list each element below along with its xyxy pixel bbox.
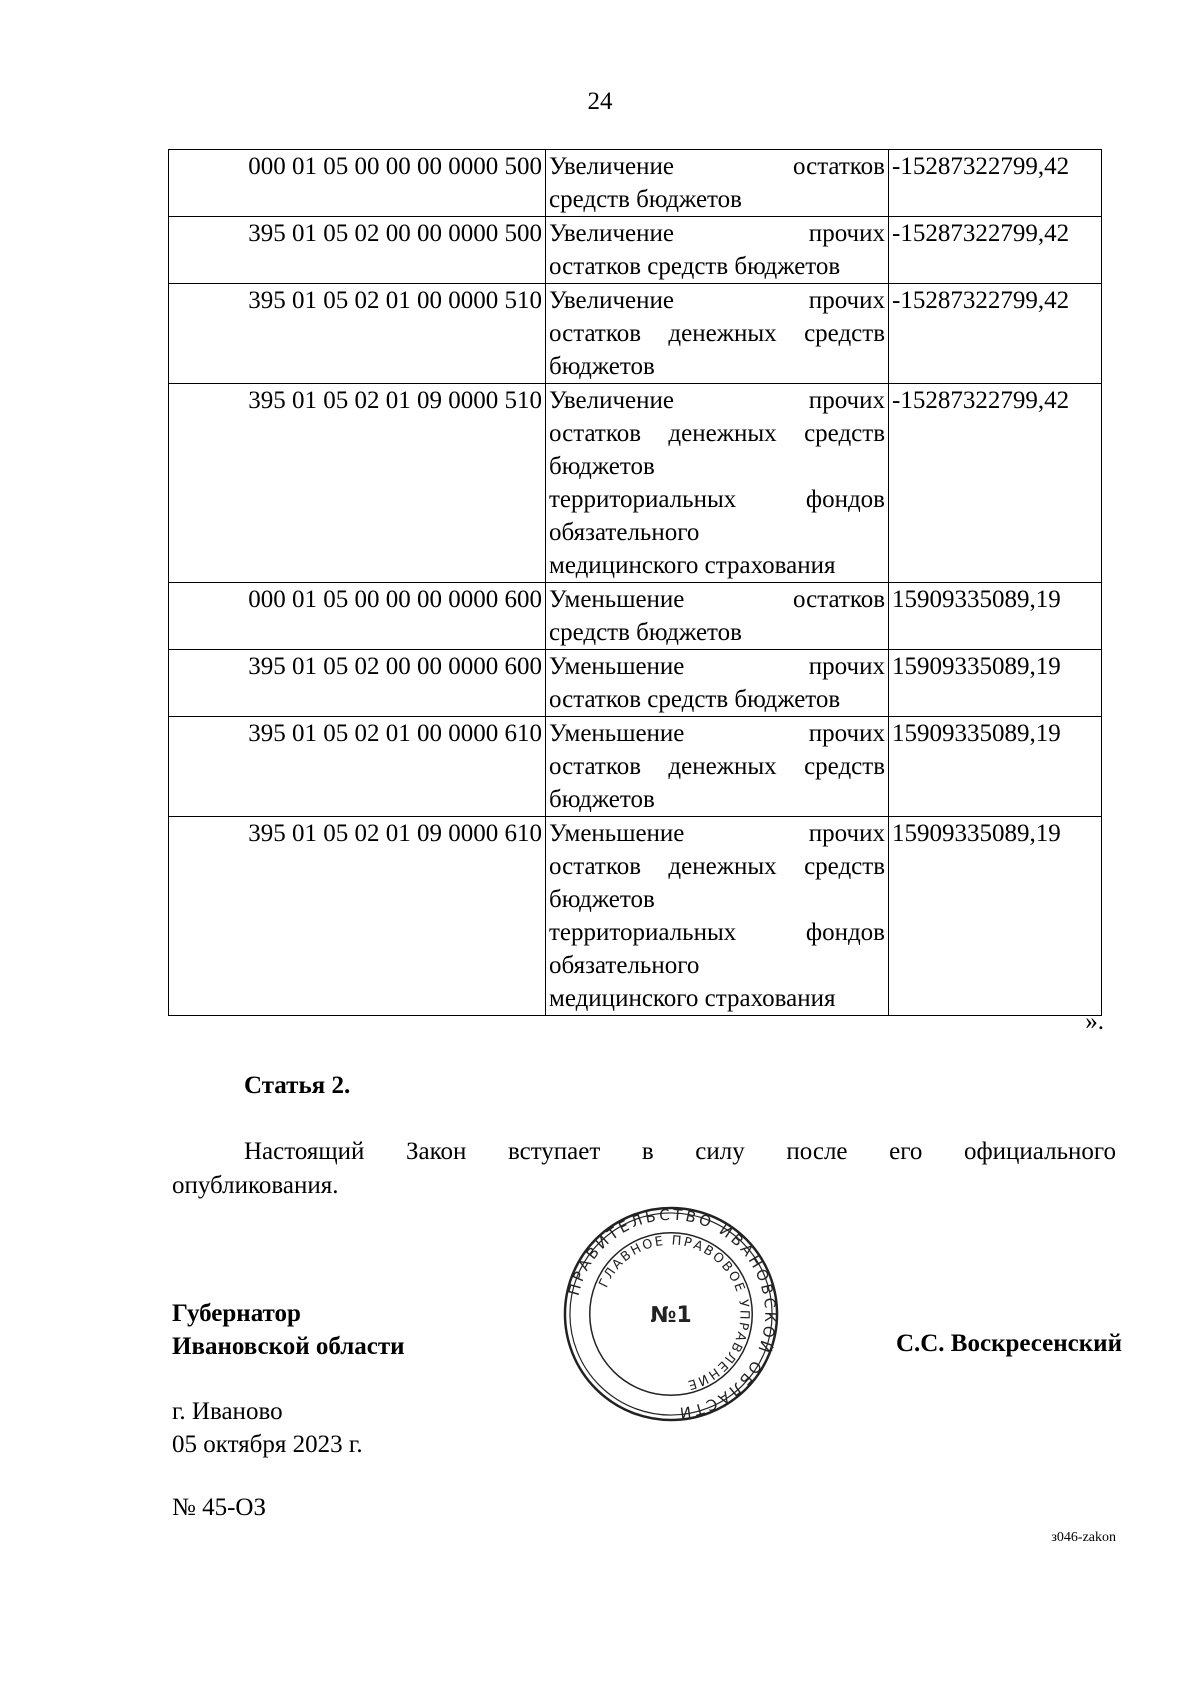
description-line: бюджетов	[549, 353, 655, 380]
description-cell	[546, 284, 889, 384]
description-line: Уменьшение остатков	[549, 586, 885, 613]
description-line: бюджетов	[549, 886, 655, 913]
amount-cell: 15909335089,19	[889, 583, 1102, 650]
article-title: Статья 2.	[244, 1072, 351, 1099]
budget-code-cell: 000 01 05 00 00 00 0000 500	[169, 150, 546, 217]
table-row	[169, 384, 1102, 583]
description-cell	[546, 817, 889, 1016]
description-line: Уменьшение прочих	[549, 720, 885, 747]
description-line: медицинского страхования	[549, 552, 836, 579]
amount-cell: -15287322799,42	[889, 217, 1102, 284]
place-and-date	[172, 1395, 363, 1461]
seal-inner-text: ГЛАВНОЕ ПРАВОВОЕ УПРАВЛЕНИЕ	[596, 1233, 752, 1393]
budget-code-cell: 395 01 05 02 01 09 0000 610	[169, 817, 546, 1016]
description-cell	[546, 650, 889, 717]
description-line: остатков средств бюджетов	[549, 253, 841, 280]
amount-cell: -15287322799,42	[889, 384, 1102, 583]
table-row	[169, 284, 1102, 384]
description-line: остатков денежных средств	[549, 853, 885, 880]
budget-sources-table	[168, 149, 1102, 1016]
description-line: остатков денежных средств	[549, 753, 885, 780]
description-cell	[546, 717, 889, 817]
table-row	[169, 717, 1102, 817]
description-line: Увеличение прочих	[549, 220, 885, 247]
article-body	[172, 1135, 1116, 1203]
amount-cell: 15909335089,19	[889, 717, 1102, 817]
official-seal	[562, 1205, 780, 1423]
document-code: з046-zakon	[1051, 1530, 1116, 1545]
description-cell	[546, 583, 889, 650]
seal-center-text: №1	[650, 1302, 692, 1328]
amount-cell: -15287322799,42	[889, 150, 1102, 217]
description-line: Увеличение остатков	[549, 153, 885, 180]
description-line: остатков средств бюджетов	[549, 686, 841, 713]
description-line: Уменьшение прочих	[549, 820, 885, 847]
description-line: остатков денежных средств	[549, 420, 885, 447]
description-line: бюджетов	[549, 786, 655, 813]
seal-outer-text: ПРАВИТЕЛЬСТВО ИВАНОВСКОЙ ОБЛАСТИ	[564, 1205, 780, 1423]
description-line: медицинского страхования	[549, 985, 836, 1012]
description-line: обязательного	[549, 519, 700, 546]
description-line: Увеличение прочих	[549, 287, 885, 314]
table-body	[169, 150, 1102, 1016]
amount-cell: 15909335089,19	[889, 817, 1102, 1016]
city: г. Иваново	[172, 1398, 283, 1425]
table-row	[169, 650, 1102, 717]
table-row	[169, 817, 1102, 1016]
description-line: остатков денежных средств	[549, 320, 885, 347]
amount-cell: -15287322799,42	[889, 284, 1102, 384]
description-line: обязательного	[549, 952, 700, 979]
description-line: средств бюджетов	[549, 619, 742, 646]
table-row	[169, 217, 1102, 284]
description-line: средств бюджетов	[549, 186, 742, 213]
description-line: Уменьшение прочих	[549, 653, 885, 680]
description-cell	[546, 384, 889, 583]
budget-code-cell: 395 01 05 02 00 00 0000 600	[169, 650, 546, 717]
description-line: территориальных фондов	[549, 919, 885, 946]
article-body-line-1: Настоящий Закон вступает в силу после его официального	[244, 1138, 1116, 1165]
description-cell	[546, 217, 889, 284]
law-number: № 45-ОЗ	[172, 1494, 267, 1521]
table-row	[169, 583, 1102, 650]
description-cell	[546, 150, 889, 217]
governor-title-line-1: Губернатор	[172, 1300, 301, 1327]
page-number: 24	[587, 88, 613, 115]
budget-code-cell: 000 01 05 00 00 00 0000 600	[169, 583, 546, 650]
budget-code-cell: 395 01 05 02 01 09 0000 510	[169, 384, 546, 583]
article-body-line-2: опубликования.	[172, 1172, 339, 1199]
description-line: Увеличение прочих	[549, 387, 885, 414]
governor-title	[172, 1297, 405, 1363]
signing-date: 05 октября 2023 г.	[172, 1431, 363, 1458]
description-line: территориальных фондов	[549, 486, 885, 513]
budget-code-cell: 395 01 05 02 01 00 0000 610	[169, 717, 546, 817]
budget-code-cell: 395 01 05 02 01 00 0000 510	[169, 284, 546, 384]
closing-quote: ».	[1085, 1008, 1104, 1035]
governor-title-line-2: Ивановской области	[172, 1333, 405, 1360]
table-row	[169, 150, 1102, 217]
description-line: бюджетов	[549, 453, 655, 480]
amount-cell: 15909335089,19	[889, 650, 1102, 717]
governor-name: С.С. Воскресенский	[895, 1330, 1122, 1357]
budget-code-cell: 395 01 05 02 00 00 0000 500	[169, 217, 546, 284]
